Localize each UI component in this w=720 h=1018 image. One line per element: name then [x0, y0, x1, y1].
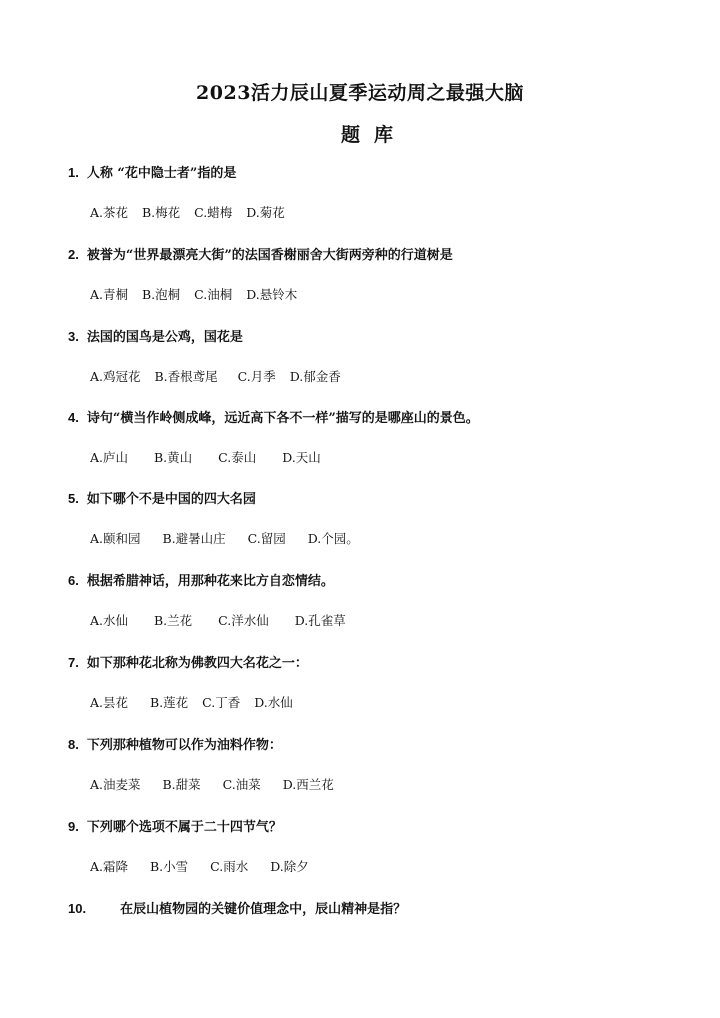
- question-number: 3.: [68, 329, 79, 344]
- question-text: 人称 “花中隐士者”指的是: [86, 166, 237, 181]
- document-title: 2023活力辰山夏季运动周之最强大脑: [196, 82, 524, 104]
- option-b: B.避暑山庄: [162, 531, 226, 546]
- question-text: 诗句“横当作岭侧成峰，远近高下各不一样”描写的是哪座山的景色。: [86, 411, 479, 426]
- option-b: B.香根鸢尾: [154, 369, 218, 384]
- option-d: D.菊花: [246, 205, 285, 220]
- option-b: B.莲花: [150, 695, 189, 710]
- option-c: C.油菜: [222, 777, 261, 792]
- option-c: C.蜡梅: [194, 205, 233, 220]
- question-number: 9.: [68, 819, 79, 834]
- option-a: A.庐山: [90, 450, 129, 465]
- option-c: C.泰山: [218, 450, 257, 465]
- option-b: B.梅花: [142, 205, 181, 220]
- option-b: B.甜菜: [162, 777, 201, 792]
- question-text: 下列那种植物可以作为油料作物：: [86, 738, 282, 753]
- question-number: 4.: [68, 410, 79, 425]
- option-c: C.雨水: [210, 859, 249, 874]
- question-number: 7.: [68, 655, 79, 670]
- option-a: A.油麦菜: [90, 777, 141, 792]
- question-text: 如下那种花北称为佛教四大名花之一：: [86, 656, 308, 671]
- option-d: D.除夕: [270, 859, 309, 874]
- option-a: A.颐和园: [90, 531, 141, 546]
- option-c: C.留园: [247, 531, 286, 546]
- option-d: D.郁金香: [289, 369, 341, 384]
- option-b: B.黄山: [154, 450, 193, 465]
- option-a: A.昙花: [90, 695, 129, 710]
- question-number: 8.: [68, 737, 79, 752]
- option-a: A.水仙: [90, 613, 129, 628]
- option-b: B.小雪: [150, 859, 189, 874]
- option-a: A.鸡冠花: [90, 369, 141, 384]
- question-text: 在辰山植物园的关键价值理念中，辰山精神是指？: [120, 902, 407, 917]
- question-number: 10.: [68, 901, 87, 916]
- question-text: 下列哪个选项不属于二十四节气？: [86, 820, 282, 835]
- question-text: 被誉为“世界最漂亮大街”的法国香榭丽舍大街两旁种的行道树是: [86, 248, 453, 263]
- option-a: A.霜降: [90, 859, 129, 874]
- question-text: 根据希腊神话，用那种花来比方自恋情结。: [86, 574, 334, 589]
- option-d: D.孔雀草: [294, 613, 346, 628]
- document-subtitle: 题库: [340, 124, 407, 146]
- option-d: D.个园。: [307, 531, 359, 546]
- option-d: D.西兰花: [282, 777, 334, 792]
- question-number: 5.: [68, 491, 79, 506]
- option-c: C.丁香: [202, 695, 241, 710]
- question-number: 6.: [68, 573, 79, 588]
- question-number: 2.: [68, 247, 79, 262]
- question-text: 法国的国鸟是公鸡，国花是: [86, 330, 243, 345]
- option-d: D.天山: [282, 450, 321, 465]
- option-a: A.茶花: [90, 205, 129, 220]
- option-b: B.兰花: [154, 613, 193, 628]
- option-c: C.洋水仙: [218, 613, 269, 628]
- option-d: D.水仙: [254, 695, 293, 710]
- option-a: A.青桐: [90, 287, 129, 302]
- option-d: D.悬铃木: [246, 287, 298, 302]
- question-text: 如下哪个不是中国的四大名园: [86, 492, 256, 507]
- option-c: C.月季: [237, 369, 276, 384]
- option-b: B.泡桐: [142, 287, 181, 302]
- question-number: 1.: [68, 165, 79, 180]
- option-c: C.油桐: [194, 287, 233, 302]
